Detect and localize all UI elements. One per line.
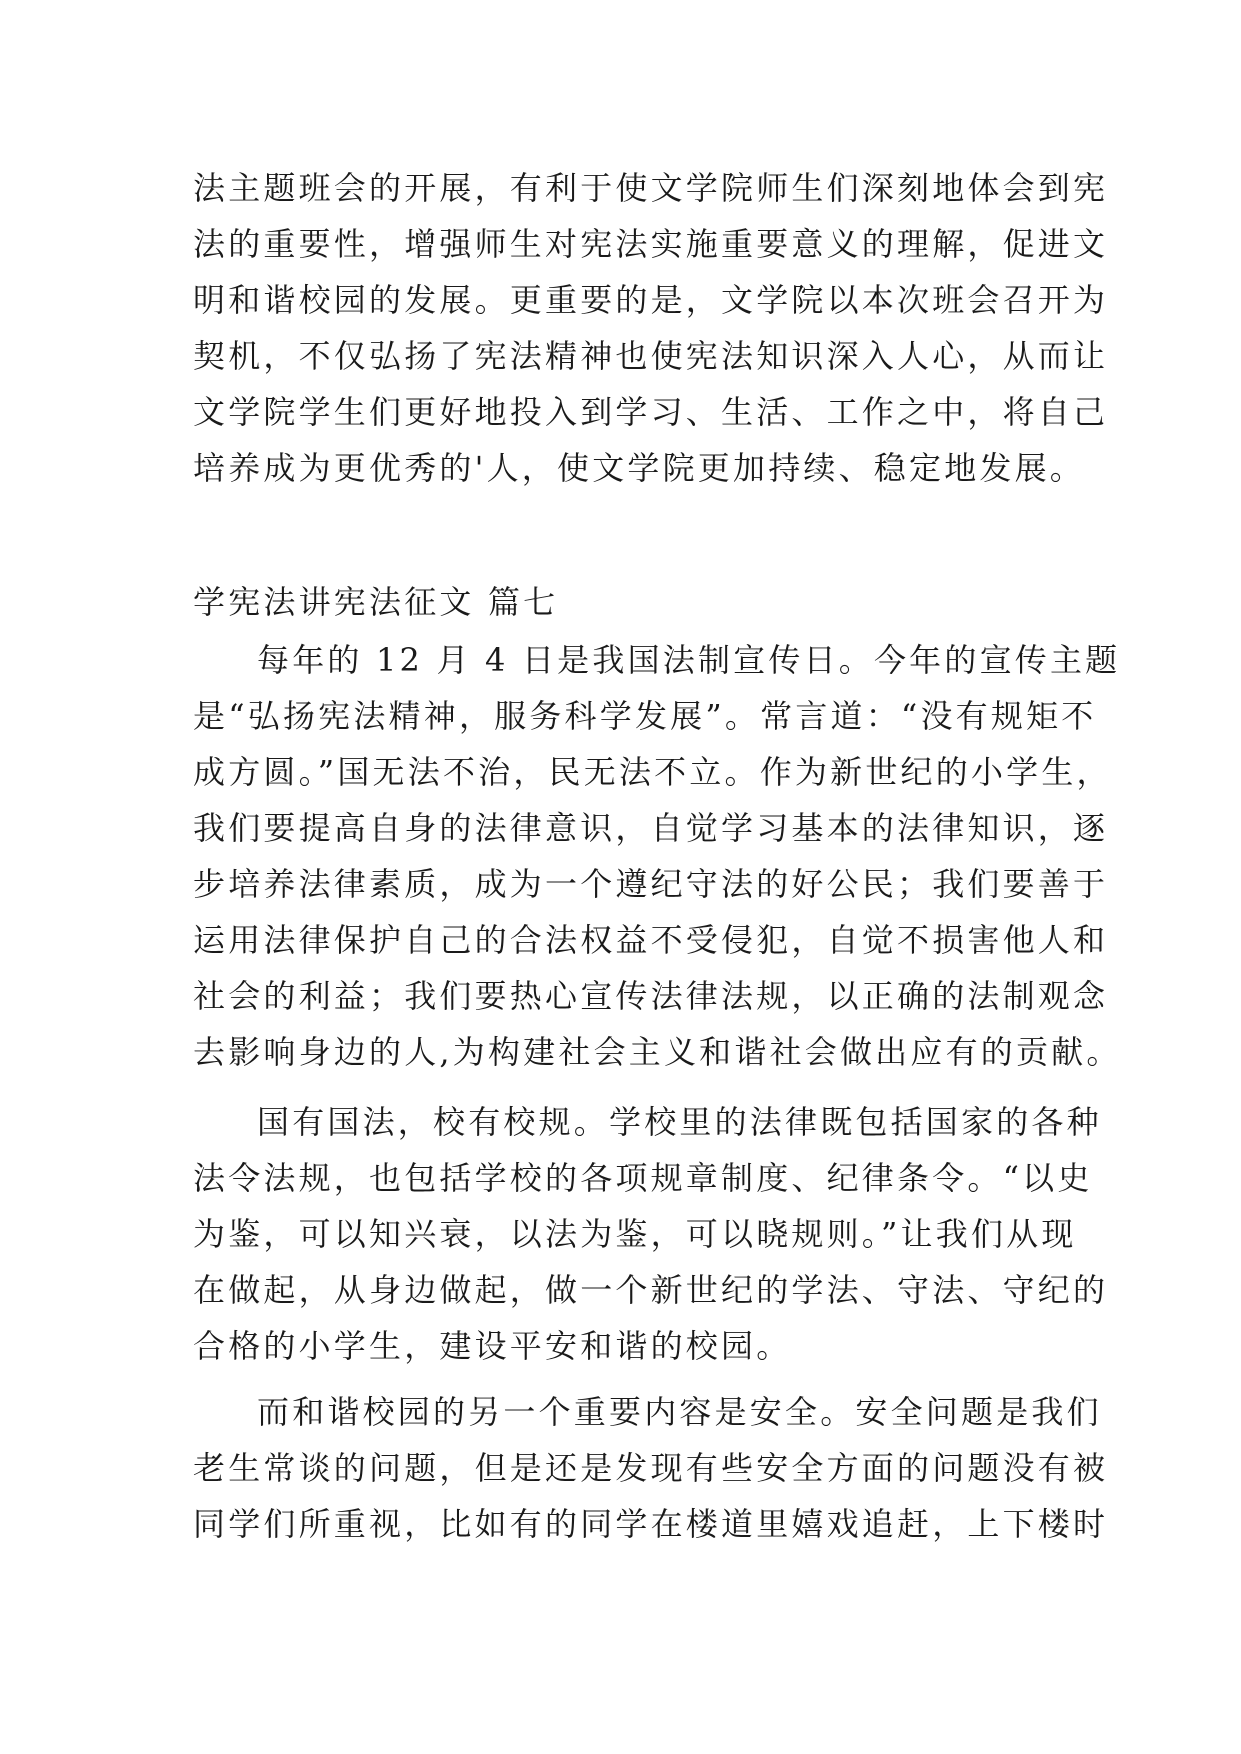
text-line: 是“弘扬宪法精神，服务科学发展”。常言道：“没有规矩不 <box>193 697 1097 735</box>
section-heading-block <box>193 574 1053 630</box>
text-line: 而和谐校园的另一个重要内容是安全。安全问题是我们 <box>257 1393 1102 1431</box>
text-line: 法的重要性，增强师生对宪法实施重要意义的理解，促进文 <box>193 225 1109 263</box>
text-line: 国有国法，校有校规。学校里的法律既包括国家的各种 <box>257 1103 1102 1141</box>
text-line: 文学院学生们更好地投入到学习、生活、工作之中，将自己 <box>193 393 1109 431</box>
text-line: 在做起，从身边做起，做一个新世纪的学法、守法、守纪的 <box>193 1271 1109 1309</box>
text-line: 每年的 12 月 4 日是我国法制宣传日。今年的宣传主题 <box>257 641 1121 679</box>
text-line: 契机，不仅弘扬了宪法精神也使宪法知识深入人心，从而让 <box>193 337 1109 375</box>
text-line: 我们要提高自身的法律意识，自觉学习基本的法律知识，逐 <box>193 809 1109 847</box>
text-line: 成方圆。”国无法不治，民无法不立。作为新世纪的小学生， <box>193 753 1112 791</box>
section-heading: 学宪法讲宪法征文 篇七 <box>193 583 559 621</box>
text-line: 去影响身边的人,为构建社会主义和谐社会做出应有的贡献。 <box>193 1033 1122 1071</box>
paragraph-2 <box>193 1094 1109 1374</box>
text-line: 法主题班会的开展，有利于使文学院师生们深刻地体会到宪 <box>193 169 1109 207</box>
text-line: 合格的小学生，建设平安和谐的校园。 <box>193 1327 792 1365</box>
intro-paragraph <box>193 160 1109 496</box>
text-line: 法令法规，也包括学校的各项规章制度、纪律条令。“以史 <box>193 1159 1093 1197</box>
text-line: 同学们所重视，比如有的同学在楼道里嬉戏追赶，上下楼时 <box>193 1505 1109 1543</box>
text-line: 为鉴，可以知兴衰，以法为鉴，可以晓规则。”让我们从现 <box>193 1215 1077 1253</box>
text-line: 培养成为更优秀的'人，使文学院更加持续、稳定地发展。 <box>193 449 1085 487</box>
text-line: 明和谐校园的发展。更重要的是，文学院以本次班会召开为 <box>193 281 1109 319</box>
text-line: 社会的利益；我们要热心宣传法律法规，以正确的法制观念 <box>193 977 1109 1015</box>
text-line: 运用法律保护自己的合法权益不受侵犯，自觉不损害他人和 <box>193 921 1109 959</box>
text-line: 步培养法律素质，成为一个遵纪守法的好公民；我们要善于 <box>193 865 1109 903</box>
paragraph-3 <box>193 1384 1109 1552</box>
paragraph-1 <box>193 632 1122 1080</box>
text-line: 老生常谈的问题，但是还是发现有些安全方面的问题没有被 <box>193 1449 1109 1487</box>
